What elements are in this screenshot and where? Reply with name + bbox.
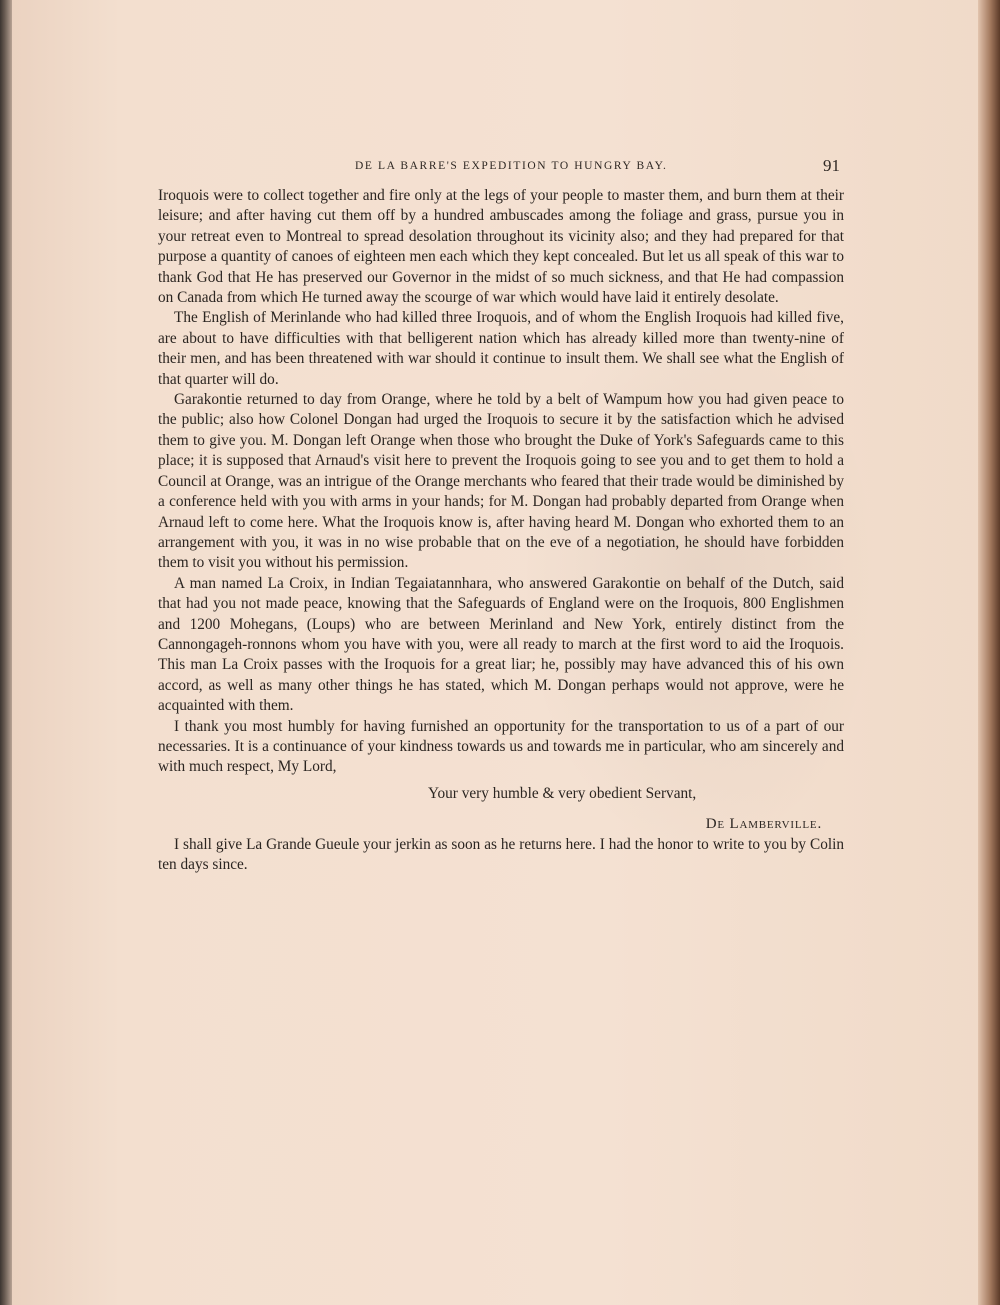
paragraph-2: The English of Merinlande who had killed three Iroquois, and of whom the English Iroquois had killed five, are about to have difficulties with that belligerent nation which has already killed more than twenty-nine of their men, and has been threatened with war should it continue to insult them. We shall see what the English of that quarter will do. xyxy=(158,309,844,388)
postscript: I shall give La Grande Gueule your jerkin as soon as he returns here. I had the honor to write to you by Colin ten days since. xyxy=(158,835,844,873)
page-header xyxy=(160,156,850,182)
paragraph-1: Iroquois were to collect together and fire only at the legs of your people to master them, and burn them at their leisure; and after having cut them off by a hundred ambuscades among the foliage and grass, pursue you in your retreat even to Montreal to spread desolation throughout its vicinity also; and they had prepared for that purpose a quantity of canoes of eighteen men each which they kept concealed. But let us all speak of this war to thank God that He has preserved our Governor in the midst of so much sickness, and that He had compassion on Canada from which He turned away the scourge of war which would have laid it entirely desolate. xyxy=(158,187,844,307)
paragraph-3: Garakontie returned to day from Orange, where he told by a belt of Wampum how you had given peace to the public; also how Colonel Dongan had urged the Iroquois to secure it by the satisfaction which he advised them to give you. M. Dongan left Orange when those who brought the Duke of York's Safeguards came to this place; it is supposed that Arnaud's visit here to prevent the Iroquois going to see you and to get them to hold a Council at Orange, was an intrigue of the Orange merchants who feared that their trade would be diminished by a conference held with you with arms in your hands; for M. Dongan had probably departed from Orange when Arnaud left to come here. What the Iroquois know is, after having heard M. Dongan who exhorted them to an arrangement with you, it was in no wise probable that on the eve of a negotiation, he should have forbidden them to visit you without his permission. xyxy=(158,391,844,572)
running-title: DE LA BARRE'S EXPEDITION TO HUNGRY BAY. xyxy=(355,160,668,172)
closing-line: Your very humble & very obedient Servant, xyxy=(428,784,697,802)
book-binding-edge xyxy=(0,0,12,1305)
page-right-edge xyxy=(978,0,1000,1305)
letter-body xyxy=(158,186,844,875)
page-number: 91 xyxy=(823,156,840,175)
paragraph-4: A man named La Croix, in Indian Tegaiatannhara, who answered Garakontie on behalf of the Dutch, said that had you not made peace, knowing that the Safeguards of England were on the Iroquois, 800 Englishmen and 1200 Mohegans, (Loups) who are between Merinland and New York, entirely distinct from the Cannongageh-ronnons whom you have with you, were all ready to march at the first word to aid the Iroquois. This man La Croix passes with the Iroquois for a great liar; he, possibly may have advanced this of his own accord, as well as many other things he has stated, which M. Dongan perhaps would not approve, were he acquainted with them. xyxy=(158,574,844,715)
signature: De Lamberville. xyxy=(705,816,822,833)
paragraph-5: I thank you most humbly for having furnished an opportunity for the transportation to us of a part of our necessaries. It is a continuance of your kindness towards us and towards me in particular, who am sincerely and with much respect, My Lord, xyxy=(158,717,844,776)
